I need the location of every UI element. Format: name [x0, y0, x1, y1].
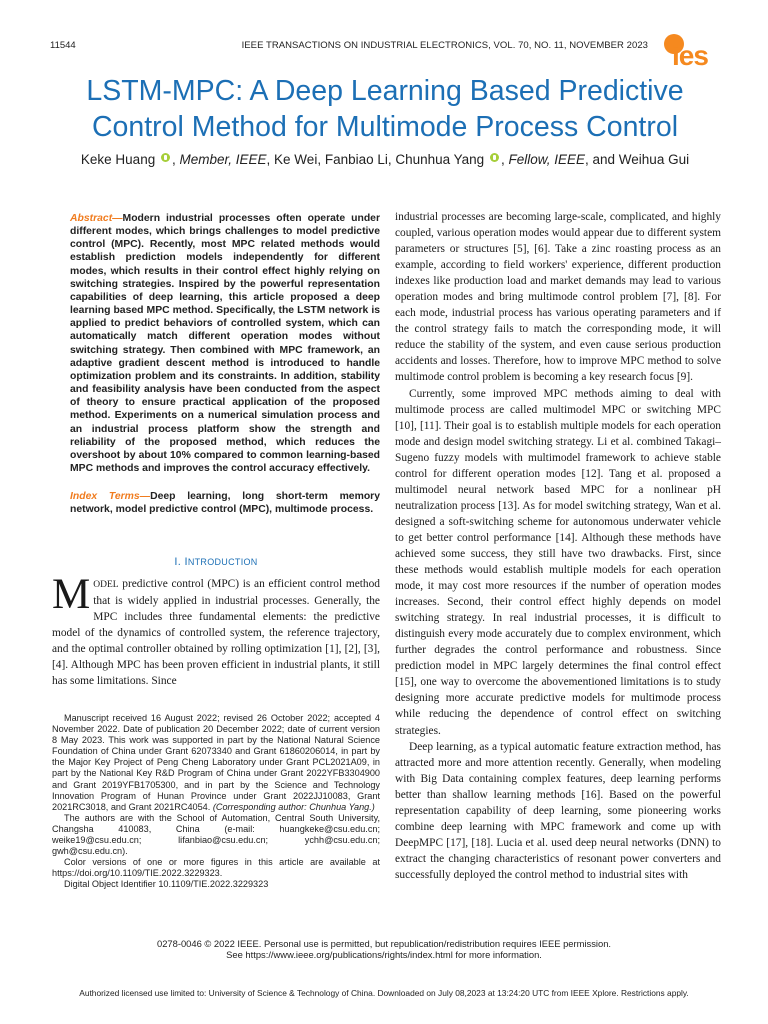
author-1-role: Member, IEEE: [179, 152, 267, 167]
paper-title: [40, 73, 730, 145]
section-title-rest: NTRODUCTION: [187, 557, 258, 567]
page-number: 11544: [50, 40, 76, 51]
copyright-notice: [0, 938, 768, 960]
author-last: , and Weihua Gui: [585, 152, 690, 167]
orcid-icon[interactable]: [490, 153, 499, 162]
journal-header: IEEE TRANSACTIONS ON INDUSTRIAL ELECTRONICS, VOL. 70, NO. 11, NOVEMBER 2023: [241, 40, 648, 51]
title-line-1: LSTM-MPC: A Deep Learning Based Predictive: [86, 75, 684, 107]
section-number: I.: [174, 556, 185, 568]
dropcap: M: [52, 571, 91, 618]
ies-logo: [664, 34, 734, 74]
index-terms-text: Deep learning, long short-term memory network, model predictive control (MPC), multimode process.: [70, 491, 380, 516]
author-list: Keke Huang , Member, IEEE, Ke Wei, Fanbiao Li, Chunhua Yang , Fellow, IEEE, and Weihua Gui: [80, 152, 690, 167]
index-terms: [70, 490, 380, 516]
section-title-first: I: [184, 556, 188, 568]
footnote-color-versions[interactable]: Color versions of one or more figures in this article are available at https://doi.org/10.1109/TIE.2022.3229323.: [52, 857, 380, 879]
right-column: [395, 209, 721, 883]
index-terms-label: Index Terms—: [70, 491, 151, 502]
author-middle: , Ke Wei, Fanbiao Li, Chunhua Yang: [266, 152, 485, 167]
right-paragraph-1: industrial processes are becoming large-scale, complicated, and highly coupled, various operation modes would appear due to different system parameters or structures [5], [6]. Take a zinc roasting process as an example, according to field workers' experience, different production indexes like production load and market demands may lead to various operation modes and bring multimode control problem [7], [8]. For each mode, industrial process has various operating parameters and if the control strategy fails to match the corresponding mode, it will reduce the stability of the system, and even cause serious production accidents and losses. Therefore, how to improve MPC method to solve multimode control problem is becoming a key research focus [9].: [395, 211, 721, 384]
footnote-affiliation: The authors are with the School of Automation, Central South University, Changsha 410083, China (e-mail: huangkeke@csu.edu.cn; weike19@csu.edu.cn; lifanbiao@csu.edu.cn; ychh@csu.edu.cn; gwh@csu.edu.cn).: [52, 812, 380, 857]
section-heading: [52, 556, 380, 568]
footnote: [52, 713, 380, 891]
abstract-text: Modern industrial processes often operate under different modes, which brings challenges to model predictive control (MPC). Recently, most MPC related methods would establish prediction models independently for different modes, which results in their control effect highly relying on switching strategies. Inspired by the powerful representation capabilities of deep learning, this article proposed a deep learning based MPC method. Specifically, the LSTM network is applied to predict behaviors of controlled system, which can automatically match different operation modes without switching strategy. Then combined with MPC framework, an adaptive gradient descent method is introduced to handle optimization problem and its constraints. In addition, stability and feasibility analysis have been conducted from the aspect of theory to ensure practical application of the proposed method. Experiments on a numerical simulation process and an industrial process platform show the strength and reliability of the proposed method, which reduces the overshoot by about 10% compared to common learning-based MPC methods and improves the control accuracy effectively.: [70, 213, 380, 474]
copyright-line-1: 0278-0046 © 2022 IEEE. Personal use is permitted, but republication/redistribution requires IEEE permission.: [156, 938, 612, 949]
intro-paragraph: [52, 571, 380, 689]
footnote-manuscript: Manuscript received 16 August 2022; revised 26 October 2022; accepted 4 November 2022. Date of publication 20 December 2022; date of current version 8 May 2023. This work was supported in part by the National Natural Science Foundation of China under Grant 62073340 and Grant 61860206014, in part by the Major Key Project of Peng Cheng Laboratory under Grant PCL2021A09, in part by the National Key R&D Program of China under Grant 2022YFB3304900 and Grant 2019YFB1705300, and in part by the Science and Technology Innovation Program of Hunan Province under Grant 2022JJ10083, Grant 2021RC3018, and Grant 2021RC4054.: [52, 713, 380, 812]
abstract: [70, 212, 380, 475]
copyright-line-2[interactable]: See https://www.ieee.org/publications/rights/index.html for more information.: [226, 949, 542, 960]
title-line-2: Control Method for Multimode Process Control: [91, 111, 679, 143]
author-4-role: Fellow, IEEE: [508, 152, 586, 167]
intro-text: predictive control (MPC) is an efficient control method that is widely applied in industrial processes. Generally, the MPC includes three fundamental elements: the predictive model of the dynamics of controlled system, the reference trajectory, and the optimal controller obtained by rolling optimization [1], [2], [3], [4]. Although MPC has been proven efficient in industrial plants, it still has some limitations. Since: [52, 578, 380, 688]
intro-first-word: ODEL: [93, 580, 119, 590]
abstract-label: Abstract—: [70, 213, 123, 224]
footnote-doi: Digital Object Identifier 10.1109/TIE.2022.3229323: [64, 879, 269, 890]
right-paragraph-2: Currently, some improved MPC methods aiming to deal with multimode process are called multimodel MPC or switching MPC [10], [11]. Their goal is to establish multiple models for each operation mode and design model switching strategy. Li et al. combined Takagi–Sugeno fuzzy models with multimodel framework to achieve stable control for different operation modes [12]. Tang et al. proposed a multimodel neural network based MPC for a nonlinear pH neutralization process [13]. As for model switching strategy, Wan et al. designed a soft-switching scheme for autonomous underwater vehicle to get better control performance [14]. Although these methods have achieved some success, they still have two drawbacks. First, since these methods would establish multiple models for each operation mode, it may cost more resources if the number of operation modes increases. Second, their control effect highly depends on model switching strategy. In real industrial processes, it is difficult to distinguish every mode accurately due to complex environment, which further degrades the control performance and robustness. Since prediction model in MPC largely determines the final control effect [15], one way to overcome the abovementioned limitations is to study designing more accurate predictive models for multimode process while reducing the dependence of control effect on switching strategies.: [395, 387, 721, 737]
authorized-use-notice: Authorized licensed use limited to: University of Science & Technology of China. Downloaded on July 08,2023 at 13:24:20 UTC from IEEE Xplore. Restrictions apply.: [79, 988, 689, 998]
ies-logo-text: ies: [672, 40, 708, 71]
footnote-corresponding: (Corresponding author: Chunhua Yang.): [210, 801, 375, 812]
orcid-icon[interactable]: [161, 153, 170, 162]
author-1: Keke Huang: [80, 152, 156, 167]
right-paragraph-3: Deep learning, as a typical automatic feature extraction method, has attracted more and more attention recently. Generally, when modeling with Big Data containing complex features, deep learning performs better than shallow learning methods [16]. Based on the powerful representation capability of deep learning, some pioneering works combine deep learning with MPC framework and come up with DeepMPC [17], [18]. Lucia et al. used deep neural networks (DNN) to extract the changing characteristics of resonant power converters and successfully deployed the control method to industrial sites with: [395, 740, 721, 881]
